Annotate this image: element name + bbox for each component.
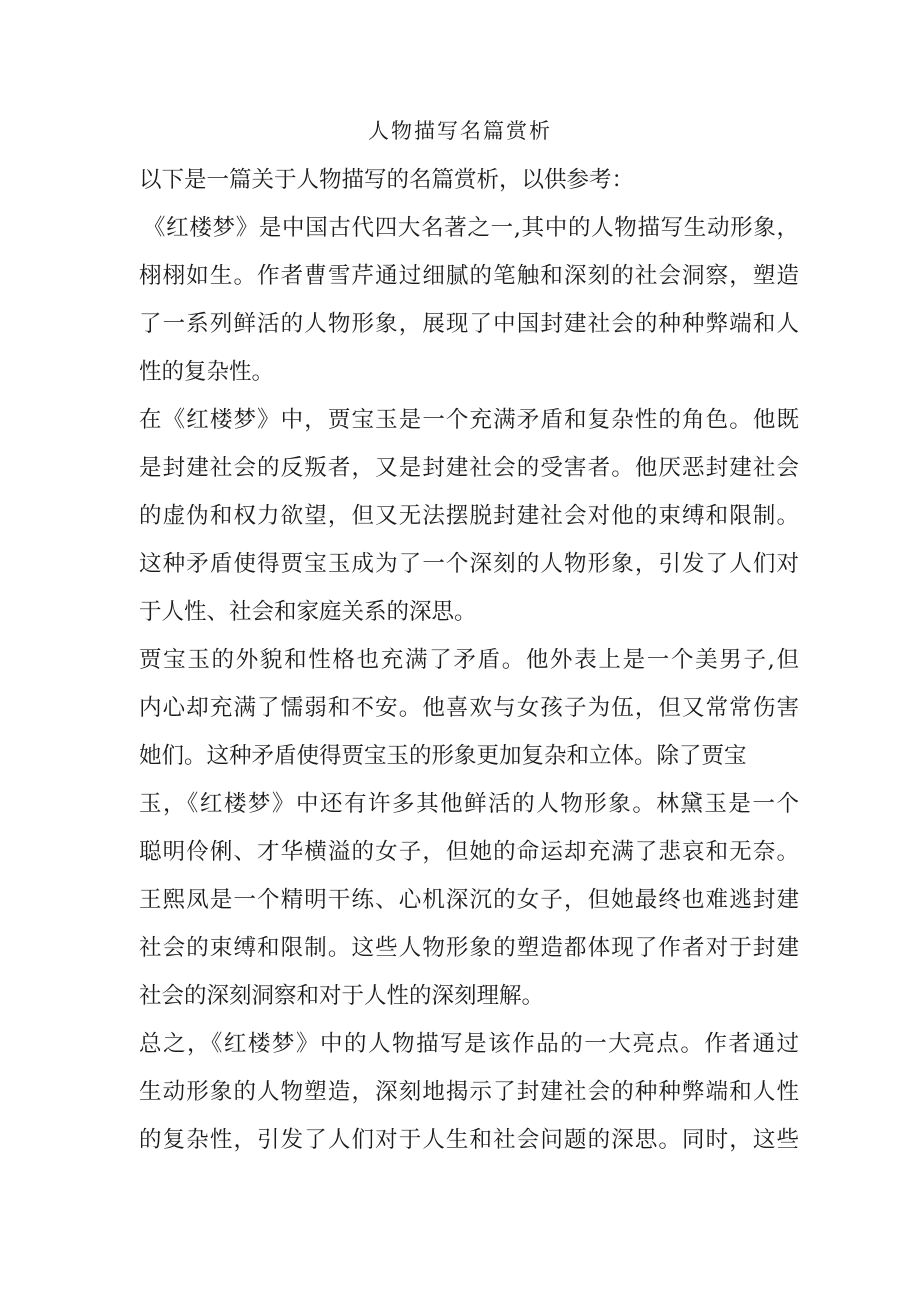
text-line: 的复杂性，引发了人们对于人生和社会问题的深思。同时，这些 [139,1127,799,1153]
text-line: 贾宝玉的外貌和性格也充满了矛盾。他外表上是一个美男子,但 [139,647,799,673]
text-line: 《红楼梦》是中国古代四大名著之一,其中的人物描写生动形象， [143,215,799,241]
text-line: 以下是一篇关于人物描写的名篇赏析，以供参考： [139,167,635,193]
text-line: 社会的束缚和限制。这些人物形象的塑造都体现了作者对于封建 [139,935,799,961]
text-line: 于人性、社会和家庭关系的深思。 [139,599,477,625]
text-line: 栩栩如生。作者曹雪芹通过细腻的笔触和深刻的社会洞察，塑造 [139,263,799,289]
text-line: 玉，《红楼梦》中还有许多其他鲜活的人物形象。林黛玉是一个 [139,791,799,817]
text-line: 内心却充满了懦弱和不安。他喜欢与女孩子为伍，但又常常伤害 [139,695,799,721]
text-line: 的虚伪和权力欲望，但又无法摆脱封建社会对他的束缚和限制。 [139,503,799,529]
text-line: 在《红楼梦》中，贾宝玉是一个充满矛盾和复杂性的角色。他既 [139,407,799,433]
text-line: 了一系列鲜活的人物形象，展现了中国封建社会的种种弊端和人 [139,311,799,337]
text-line: 王熙凤是一个精明干练、心机深沉的女子，但她最终也难逃封建 [139,887,799,913]
document-title: 人物描写名篇赏析 [368,119,552,143]
text-line: 这种矛盾使得贾宝玉成为了一个深刻的人物形象，引发了人们对 [139,551,799,577]
text-line: 总之，《红楼梦》中的人物描写是该作品的一大亮点。作者通过 [139,1031,799,1057]
text-line: 社会的深刻洞察和对于人性的深刻理解。 [139,983,545,1009]
text-line: 聪明伶俐、才华横溢的女子，但她的命运却充满了悲哀和无奈。 [139,839,799,865]
text-line: 性的复杂性。 [139,359,275,385]
text-line: 是封建社会的反叛者，又是封建社会的受害者。他厌恶封建社会 [139,455,799,481]
text-line: 生动形象的人物塑造，深刻地揭示了封建社会的种种弊端和人性 [139,1079,799,1105]
text-line: 她们。这种矛盾使得贾宝玉的形象更加复杂和立体。除了贾宝 [139,743,747,769]
